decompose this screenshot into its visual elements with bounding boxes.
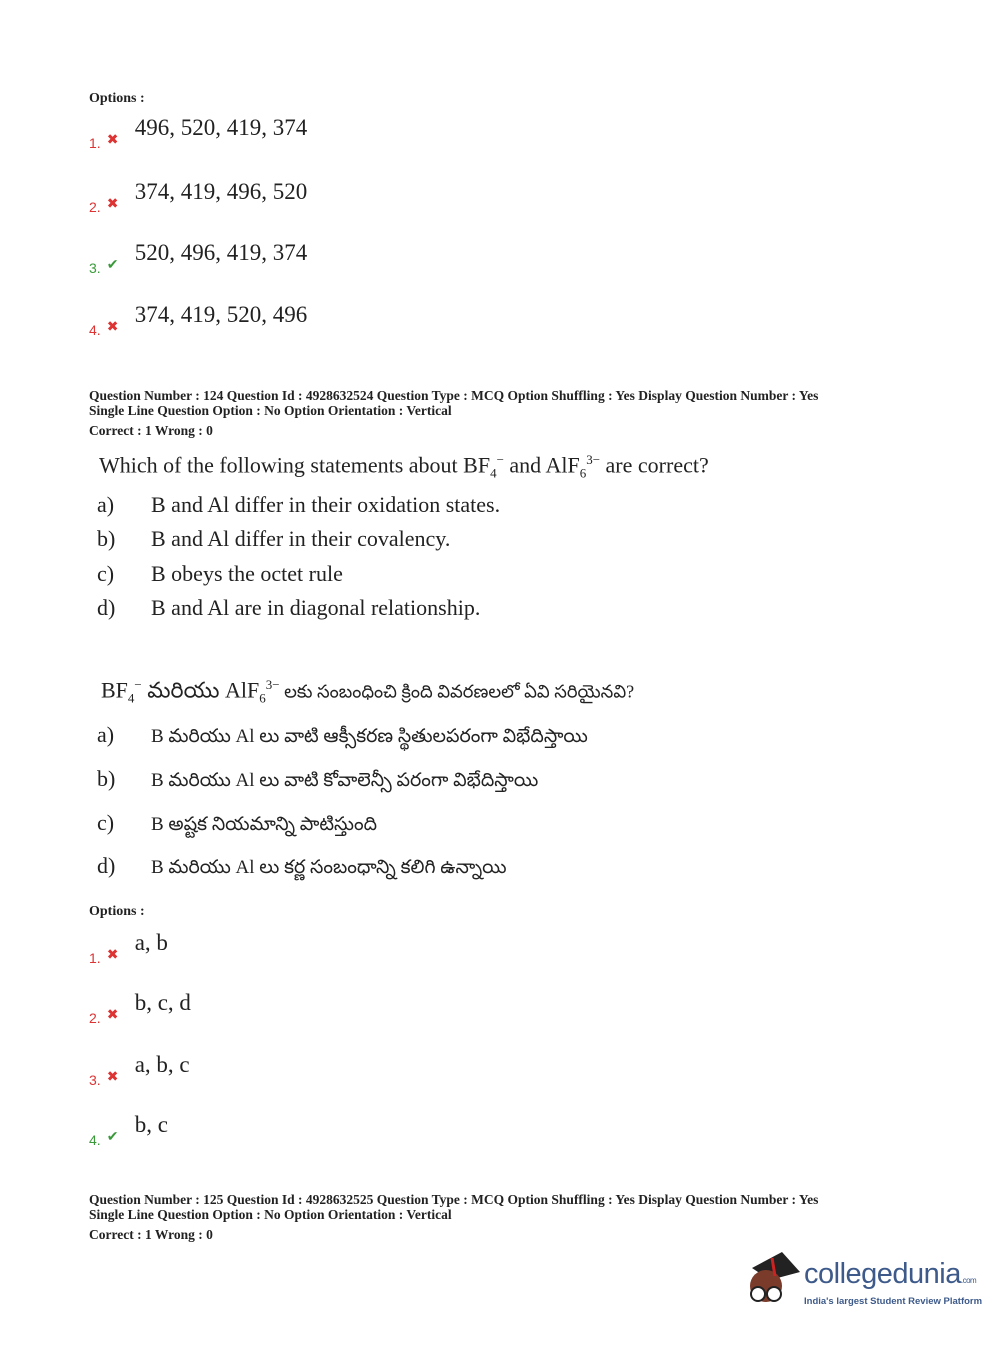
option-3 xyxy=(89,240,308,276)
question-text-english: Which of the following statements about $BF_4^-$ and AlF$_6^{3-}$ are correct? xyxy=(99,452,709,481)
option-number: 3. xyxy=(89,1072,101,1088)
meta-line: Single Line Question Option : No Option Orientation : Vertical xyxy=(89,403,452,418)
statement-b xyxy=(97,766,538,796)
option-number: 2. xyxy=(89,199,101,215)
statement-a xyxy=(97,492,500,518)
statement-key: c) xyxy=(97,810,115,835)
option-text: 520, 496, 419, 374 xyxy=(134,240,308,265)
options-label: Options : xyxy=(89,91,145,106)
check-icon: ✔ xyxy=(106,258,119,273)
statement-c xyxy=(97,561,343,587)
option-4 xyxy=(89,1112,168,1148)
question-metadata xyxy=(89,388,818,438)
statement-text: B మరియు Al లు వాటి ఆక్సీకరణ స్థితులపరంగా విభేదిస్తాయి xyxy=(151,726,588,747)
option-1 xyxy=(89,115,308,151)
statement-b xyxy=(97,526,450,552)
statement-text: B and Al differ in their oxidation states. xyxy=(151,492,501,517)
option-3 xyxy=(89,1052,190,1088)
statement-key: d) xyxy=(97,595,116,620)
option-text: a, b xyxy=(134,930,168,955)
cross-icon: ✖ xyxy=(106,133,119,148)
option-number: 1. xyxy=(89,135,101,151)
statement-d xyxy=(97,853,507,883)
option-number: 1. xyxy=(89,950,101,966)
option-number: 4. xyxy=(89,1132,101,1148)
option-text: 496, 520, 419, 374 xyxy=(134,115,308,140)
statement-key: a) xyxy=(97,722,115,747)
option-text: 374, 419, 520, 496 xyxy=(134,302,308,327)
option-1 xyxy=(89,930,168,966)
statement-key: a) xyxy=(97,492,115,517)
statement-key: c) xyxy=(97,561,115,586)
brand-suffix: .com xyxy=(960,1276,977,1285)
option-2 xyxy=(89,179,308,215)
meta-line: Correct : 1 Wrong : 0 xyxy=(89,1227,213,1242)
option-number: 2. xyxy=(89,1010,101,1026)
statement-text: B obeys the octet rule xyxy=(151,561,343,586)
option-text: b, c, d xyxy=(134,990,191,1015)
statement-text: B మరియు Al లు కర్ణ సంబంధాన్ని కలిగి ఉన్నాయి xyxy=(151,857,507,878)
option-number: 4. xyxy=(89,322,101,338)
statement-key: b) xyxy=(97,766,116,791)
statement-key: d) xyxy=(97,853,116,878)
meta-line: Question Number : 125 Question Id : 4928632525 Question Type : MCQ Option Shuffling : Yes Display Question Number : Yes xyxy=(89,1192,819,1207)
cross-icon: ✖ xyxy=(106,320,119,335)
question-metadata xyxy=(89,1192,818,1242)
statement-text: B మరియు Al లు వాటి కోవాలెన్సీ పరంగా విభేదిస్తాయి xyxy=(151,770,539,791)
option-4 xyxy=(89,302,308,338)
option-text: b, c xyxy=(134,1112,168,1137)
statement-d xyxy=(97,595,480,621)
question-text-telugu: $BF_4^-$ మరియు AlF$_6^{3-}$ లకు సంబంధించి క్రింది వివరణలలో ఏవి సరియైనవి? xyxy=(101,677,635,706)
check-icon: ✔ xyxy=(106,1130,119,1145)
cross-icon: ✖ xyxy=(106,948,119,963)
mascot-icon xyxy=(742,1250,802,1316)
cross-icon: ✖ xyxy=(106,197,119,212)
statement-a xyxy=(97,722,588,752)
options-label: Options : xyxy=(89,904,145,919)
cross-icon: ✖ xyxy=(106,1070,119,1085)
option-text: 374, 419, 496, 520 xyxy=(134,179,308,204)
brand-name: collegedunia xyxy=(804,1258,961,1290)
statement-text: B అష్టక నియమాన్ని పాటిస్తుంది xyxy=(151,814,378,835)
option-text: a, b, c xyxy=(134,1052,190,1077)
cross-icon: ✖ xyxy=(106,1008,119,1023)
statement-text: B and Al are in diagonal relationship. xyxy=(151,595,481,620)
option-2 xyxy=(89,990,191,1026)
statement-key: b) xyxy=(97,526,116,551)
option-number: 3. xyxy=(89,260,101,276)
tagline: India's largest Student Review Platform xyxy=(804,1296,983,1307)
meta-line: Single Line Question Option : No Option Orientation : Vertical xyxy=(89,1207,452,1222)
statement-text: B and Al differ in their covalency. xyxy=(151,526,451,551)
meta-line: Question Number : 124 Question Id : 4928632524 Question Type : MCQ Option Shuffling : Yes Display Question Number : Yes xyxy=(89,388,819,403)
meta-line: Correct : 1 Wrong : 0 xyxy=(89,423,213,438)
collegedunia-logo xyxy=(742,1250,983,1320)
statement-c xyxy=(97,810,377,840)
